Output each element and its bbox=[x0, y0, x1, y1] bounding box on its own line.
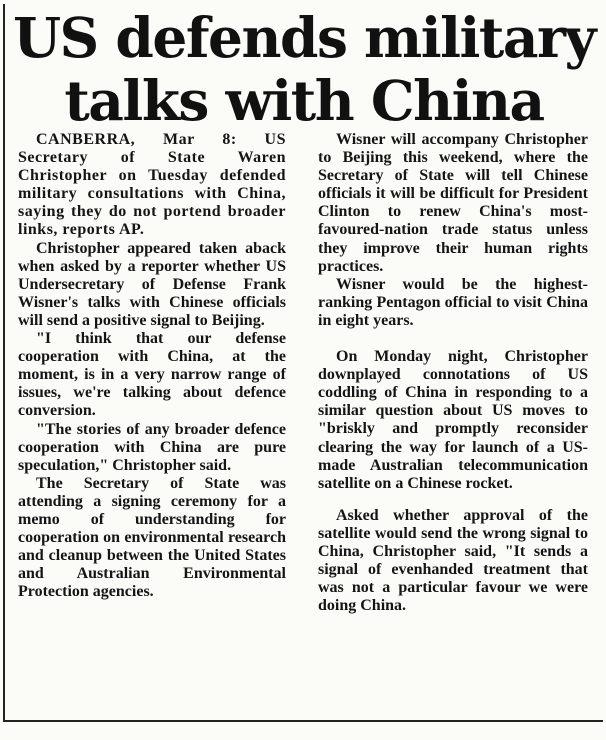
article-column-left bbox=[18, 131, 286, 601]
paragraph: "The stories of any broader defence cooperation with China are pure speculation," Christopher said. bbox=[18, 420, 286, 474]
paragraph: Wisner will accompany Christopher to Beijing this weekend, where the Secretary of State will tell Chinese officials it will be difficult for President Clinton to renew China's most-favoured-nation trade status unless they improve their human rights practices. bbox=[318, 131, 588, 275]
article-column-right bbox=[318, 131, 588, 615]
clipping-bottom-border bbox=[3, 720, 603, 722]
paragraph-spacer bbox=[318, 330, 588, 348]
paragraph: "I think that our defense cooperation with China, at the moment, is in a very narrow range of issues, we're talking about defence conversion. bbox=[18, 330, 286, 420]
clipping-left-border bbox=[3, 4, 5, 722]
paragraph: Wisner would be the highest-ranking Pentagon official to visit China in eight years. bbox=[318, 275, 588, 329]
paragraph: Asked whether approval of the satellite would send the wrong signal to China, Christopher said, "It sends a signal of evenhanded treatment that was not a particular favour we were doing China. bbox=[318, 506, 588, 615]
paragraph: The Secretary of State was attending a signing ceremony for a memo of understanding for cooperation on environmental research and cleanup between the United States and Australian Environmental Protection agencies. bbox=[18, 474, 286, 601]
paragraph-dateline: CANBERRA, Mar 8: US Secretary of State Waren Christopher on Tuesday defended military consultations with China, saying they do not portend broader links, reports AP. bbox=[18, 131, 286, 239]
headline: US defends military talks with China bbox=[13, 5, 595, 133]
paragraph: On Monday night, Christopher downplayed connotations of US coddling of China in responding to a similar question about US moves to "briskly and promptly reconsider clearing the way for launch of a US-made Australian telecommunication satellite on a Chinese rocket. bbox=[318, 348, 588, 492]
paragraph: Christopher appeared taken aback when asked by a reporter whether US Undersecretary of Defense Frank Wisner's talks with Chinese officials will send a positive signal to Beijing. bbox=[18, 239, 286, 329]
paragraph-spacer bbox=[318, 493, 588, 507]
